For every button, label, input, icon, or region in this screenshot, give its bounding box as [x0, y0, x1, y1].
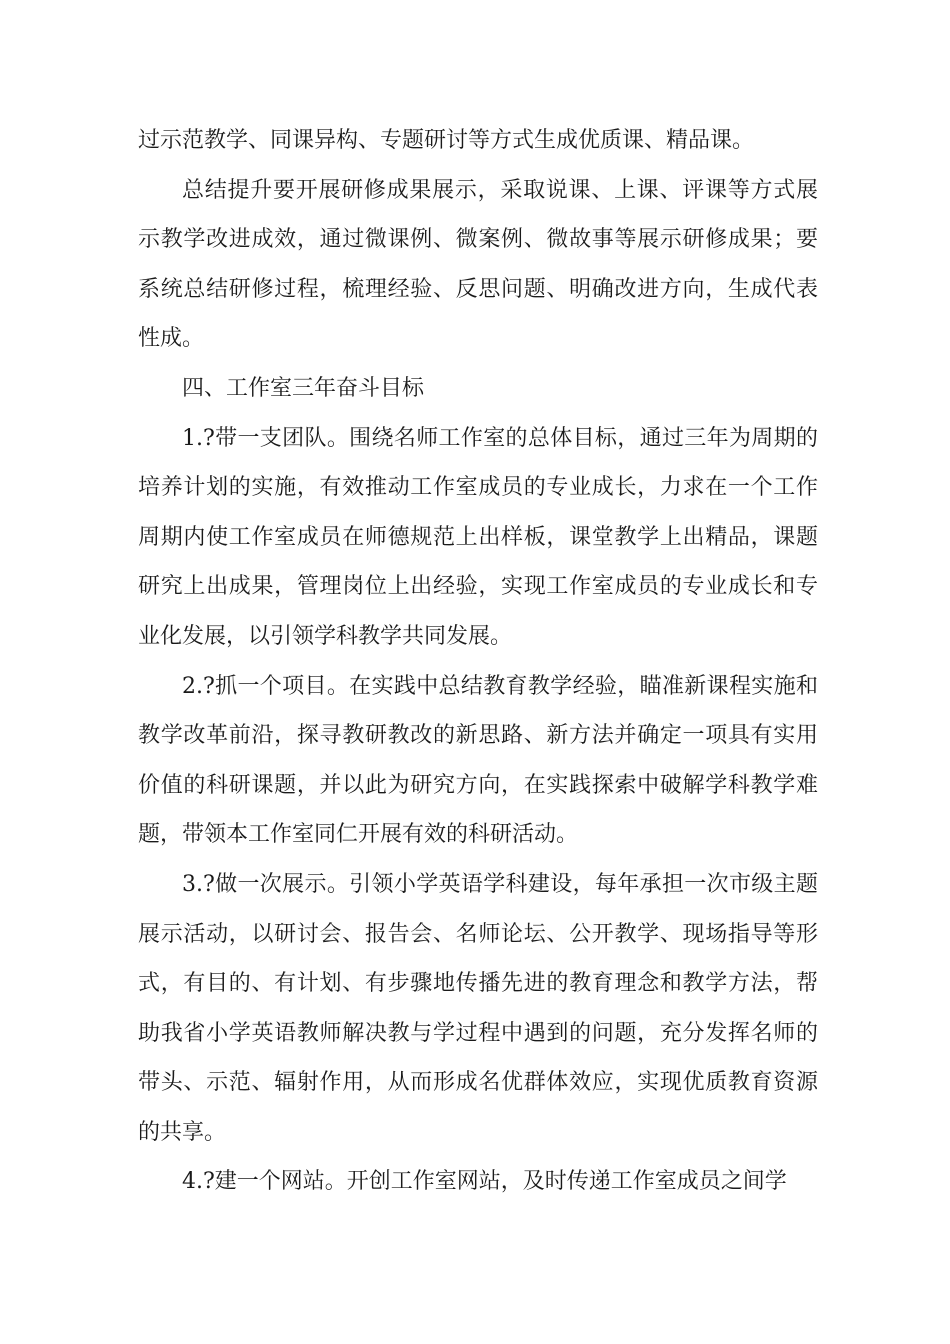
paragraph-goal-1: 1.?带一支团队。围绕名师工作室的总体目标，通过三年为周期的培养计划的实施，有效推动工作室成员的专业成长，力求在一个工作周期内使工作室成员在师德规范上出样板，课堂教学上出精品，课题研究上出成果，管理岗位上出经验，实现工作室成员的专业成长和专业化发展，以引领学科教学共同发展。: [138, 425, 818, 649]
paragraph-goal-2: 2.?抓一个项目。在实践中总结教育教学经验，瞄准新课程实施和教学改革前沿，探寻教研教改的新思路、新方法并确定一项具有实用价值的科研课题，并以此为研究方向，在实践探索中破解学科教学难题，带领本工作室同仁开展有效的科研活动。: [138, 673, 818, 848]
paragraph-1: 过示范教学、同课异构、专题研讨等方式生成优质课、精品课。: [138, 128, 755, 153]
document-body: [138, 116, 818, 1207]
paragraph-2: 总结提升要开展研修成果展示，采取说课、上课、评课等方式展示教学改进成效，通过微课例、微案例、微故事等展示研修成果；要系统总结研修过程，梳理经验、反思问题、明确改进方向，生成代表性成。: [138, 177, 818, 352]
section-heading: 四、工作室三年奋斗目标: [182, 375, 425, 401]
paragraph-goal-3: 3.?做一次展示。引领小学英语学科建设，每年承担一次市级主题展示活动，以研讨会、报告会、名师论坛、公开教学、现场指导等形式，有目的、有计划、有步骤地传播先进的教育理念和教学方法，帮助我省小学英语教师解决教与学过程中遇到的问题，充分发挥名师的带头、示范、辐射作用，从而形成名优群体效应，实现优质教育资源的共享。: [138, 871, 818, 1145]
paragraph-goal-4: 4.?建一个网站。开创工作室网站，及时传递工作室成员之间学: [182, 1169, 787, 1195]
